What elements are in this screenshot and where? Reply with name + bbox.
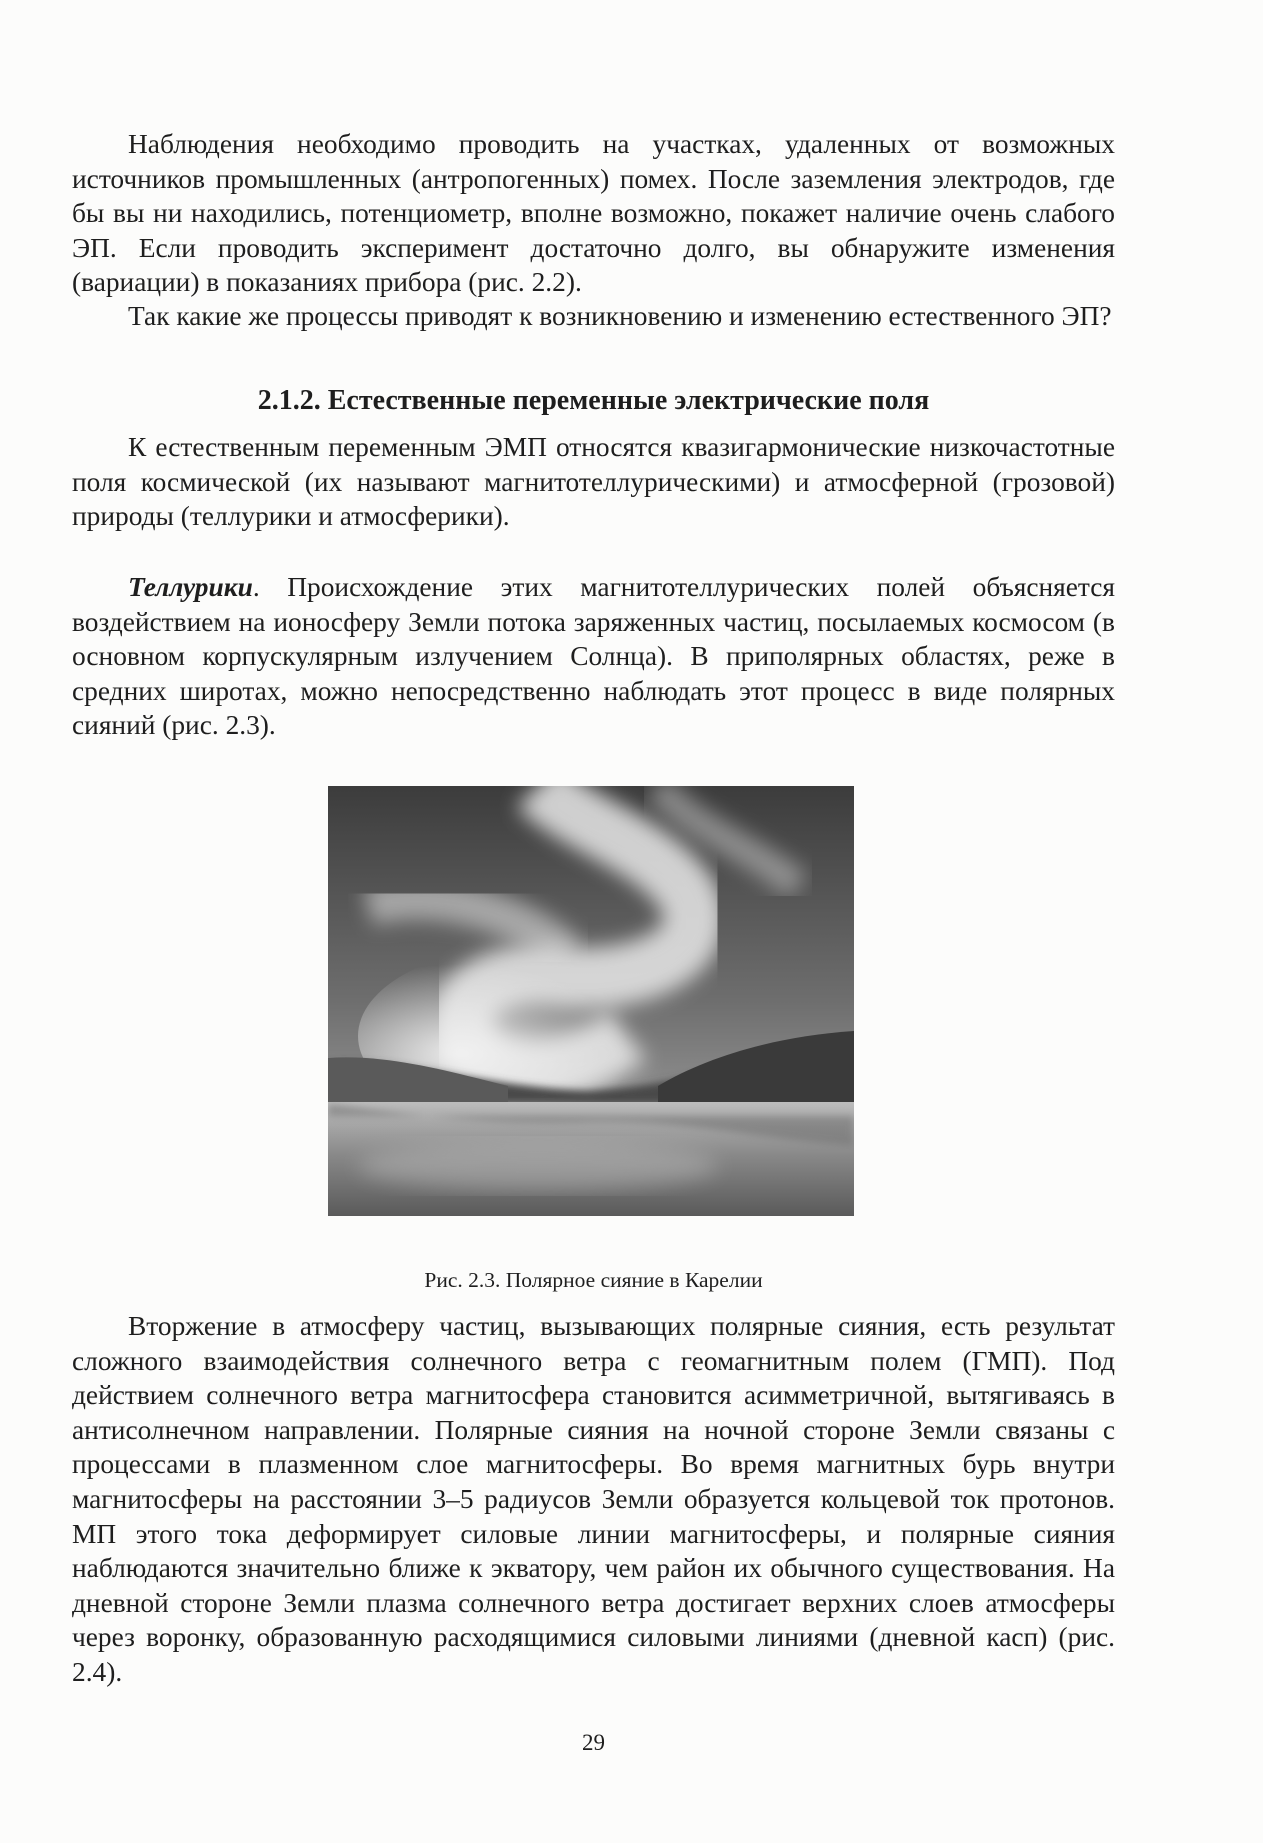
figure-caption: Рис. 2.3. Полярное сияние в Карелии bbox=[424, 1268, 763, 1292]
term-tellurics: Теллурики bbox=[128, 572, 253, 602]
paragraph-tellurics bbox=[72, 570, 1115, 743]
section-heading: 2.1.2. Естественные переменные электрические поля bbox=[257, 385, 930, 416]
paragraph-text: Наблюдения необходимо проводить на участках, удаленных от возможных источников промышленных (антропогенных) помех. После заземления электродов, где бы вы ни находились, потенциометр, вполне возможно, покажет наличие очень слабого ЭП. Если проводить эксперимент достаточно долго, вы обнаружите изменения (вариации) в показаниях прибора (рис. 2.2). bbox=[72, 129, 1115, 298]
paragraph-text: Вторжение в атмосферу частиц, вызывающих полярные сияния, есть результат сложного взаимодействия солнечного ветра с геомагнитным полем (ГМП). Под действием солнечного ветра магнитосфера становится асимметричной, вытягиваясь в антисолнечном направлении. Полярные сияния на ночной стороне Земли связаны с процессами в плазменном слое магнитосферы. Во время магнитных бурь внутри магнитосферы на расстоянии 3–5 радиусов Земли образуется кольцевой ток протонов. МП этого тока деформирует силовые линии магнитосферы, и полярные сияния наблюдаются значительно ближе к экватору, чем район их обычного существования. На дневной стороне Земли плазма солнечного ветра достигает верхних слоев атмосферы через воронку, образованную расходящимися силовыми линиями (дневной касп) (рис. 2.4). bbox=[72, 1311, 1115, 1687]
aurora-photo bbox=[328, 786, 854, 1216]
paragraph-natural-fields bbox=[72, 430, 1115, 534]
paragraph-question bbox=[72, 299, 1115, 334]
paragraph-text: . Происхождение этих магнитотеллурических полей объясняется воздействием на ионосферу Земли потока заряженных частиц, посылаемых космосом (в основном корпускулярным излучением Солнца). В приполярных областях, реже в средних широтах, можно непосредственно наблюдать этот процесс в виде полярных сияний (рис. 2.3). bbox=[72, 572, 1115, 741]
paragraph-text: К естественным переменным ЭМП относятся квазигармонические низкочастотные поля космической (их называют магнитотеллурическими) и атмосферной (грозовой) природы (теллурики и атмосферики). bbox=[72, 432, 1115, 532]
paragraph-invasion bbox=[72, 1309, 1115, 1690]
page-number: 29 bbox=[582, 1730, 605, 1755]
paragraph-text: Так какие же процессы приводят к возникновению и изменению естественного ЭП? bbox=[128, 301, 1112, 331]
paragraph-observations bbox=[72, 127, 1115, 300]
